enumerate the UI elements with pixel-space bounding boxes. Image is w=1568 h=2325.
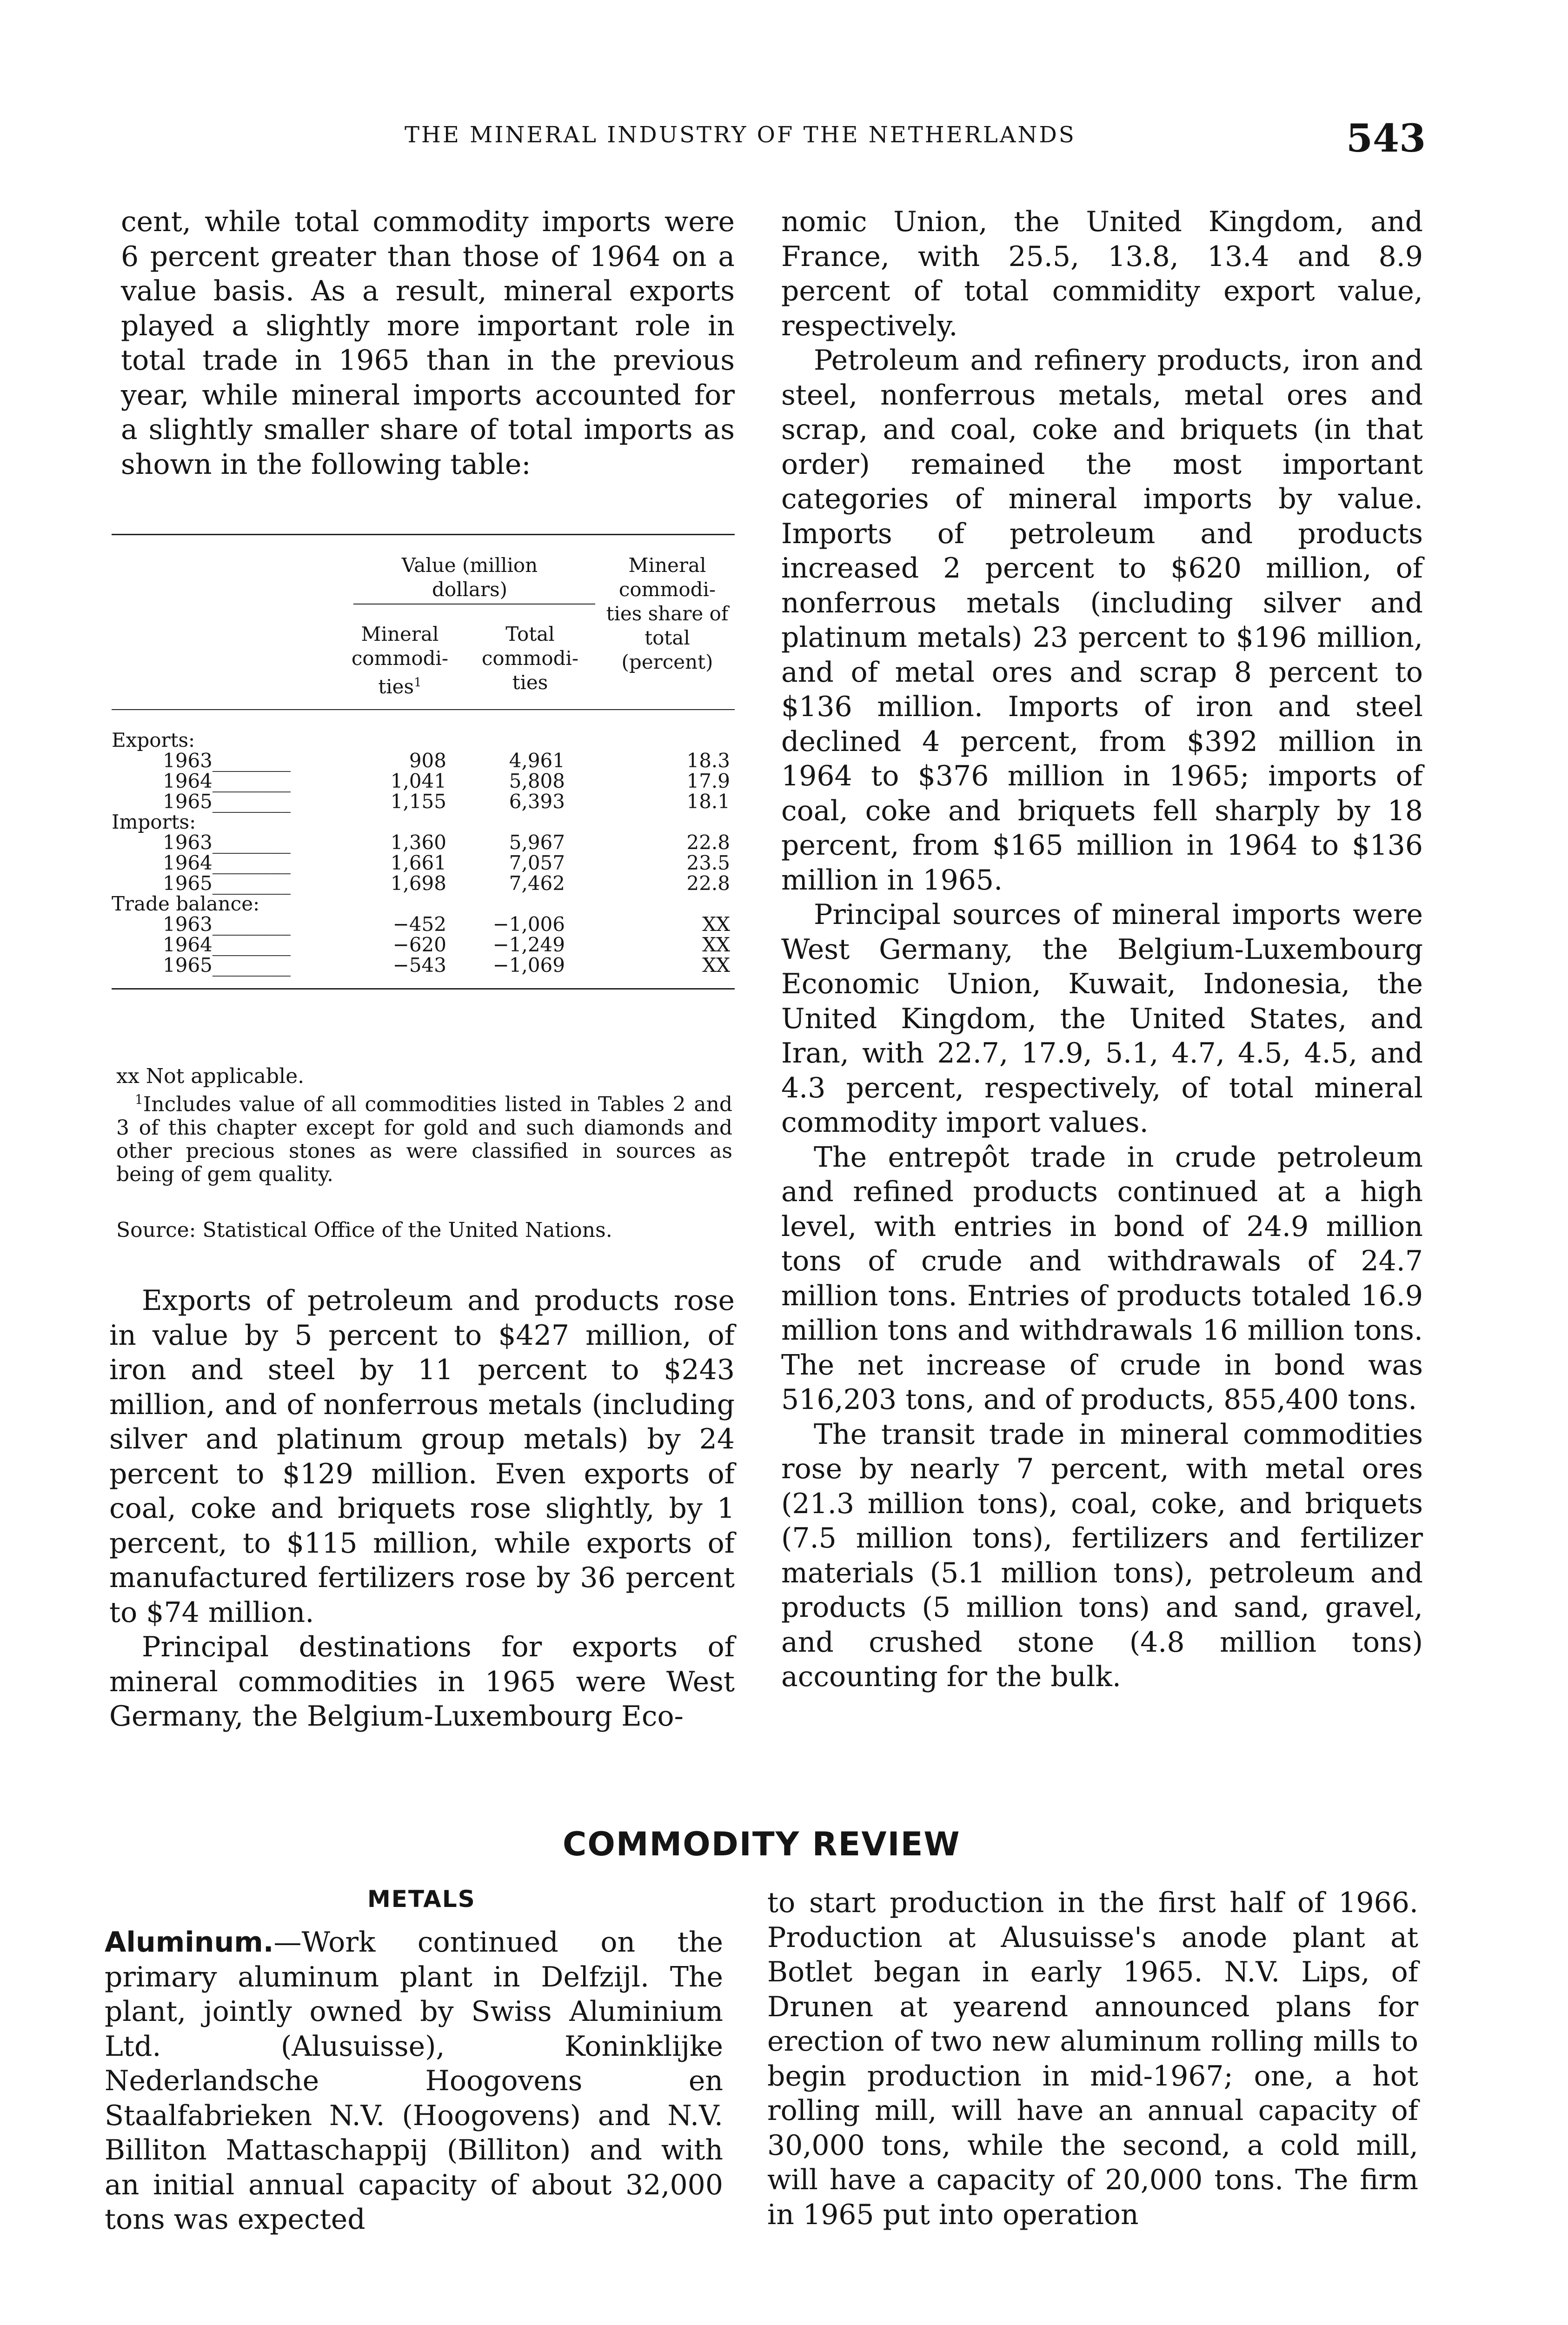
- table-note-not-applicable: xx Not applicable.: [116, 1064, 305, 1088]
- paragraph: Principal sources of mineral imports were West Germany, the Belgium-Luxembourg Economic Union, Kuwait, Indonesia, the United Kingdom, the United States, and Iran, with 22.7, 17.9, 5.1, 4.7, 4.5, 4.5, and 4.3 percent, respectively, of total mineral commodity import values.: [781, 898, 1423, 1139]
- header-bottom-rule: [112, 709, 735, 710]
- table-section-label: [112, 730, 735, 751]
- table-row: 1963________ 1,360 5,967 22.8: [163, 831, 730, 854]
- section-heading-commodity-review: COMMODITY REVIEW: [563, 1825, 961, 1863]
- table-row: 1965________ 1,698 7,462 22.8: [163, 872, 730, 895]
- col-header-mineral: Mineral commodi- ties$^1$: [351, 623, 449, 698]
- paragraph: The transit trade in mineral commodities rose by nearly 7 percent, with metal ores (21.3 million tons), coal, coke, and briquets (7.5 million tons), fertilizers and fertilizer materials (5.1 million tons), petroleum and products (5 million tons) and sand, gravel, and crushed stone (4.8 million tons) accounting for the bulk.: [781, 1418, 1423, 1693]
- table-row: 1965________ 1,155 6,393 18.1: [163, 790, 730, 813]
- running-header: THE MINERAL INDUSTRY OF THE NETHERLANDS: [405, 122, 1076, 148]
- paragraph: Exports of petroleum and products rose in value by 5 percent to $427 million, of iron and steel by 11 percent to $243 million, and of nonferrous metals (including silver and platinum group metals) by 24 percent to $129 million. Even exports of coal, coke and briquets rose slightly, by 1 percent, to $115 million, while exports of manufactured fertilizers rose by 36 percent to $74 million.: [109, 1284, 735, 1629]
- table-section-label: [112, 812, 735, 832]
- table-bottom-rule: [112, 988, 735, 990]
- page-number: 543: [1346, 116, 1426, 161]
- paragraph: nomic Union, the United Kingdom, and France, with 25.5, 13.8, 13.4 and 8.9 percent of total commidity export value, respectively.: [781, 206, 1423, 342]
- paragraph: cent, while total commodity imports were 6 percent greater than those of 1964 on a value basis. As a result, mineral exports played a slightly more important role in total trade in 1965 than in the previous year, while mineral imports accounted for a slightly smaller share of total imports as shown in the following table:: [121, 206, 735, 481]
- section-exports: Exports:: [112, 729, 195, 751]
- col-header-total: Total commodi- ties: [481, 623, 579, 694]
- subheading-metals: METALS: [367, 1886, 476, 1913]
- table-top-rule: [112, 534, 735, 535]
- table-row: 1964________ 1,661 7,057 23.5: [163, 851, 730, 874]
- paragraph: to start production in the first half of 1966. Production at Alusuisse's anode plant at Botlet began in early 1965. N.V. Lips, of Drunen at yearend announced plans for erection of two new aluminum rolling mills to begin production in mid-1967; one, a hot rolling mill, will have an annual capacity of 30,000 tons, while the second, a cold mill, will have a capacity of 20,000 tons. The firm in 1965 put into operation: [767, 1887, 1418, 2231]
- footnote-ref: 1: [414, 676, 422, 690]
- table-row: 1963________ −452 −1,006 XX: [163, 913, 730, 936]
- left-column-intro: [121, 205, 735, 482]
- paragraph: The entrepôt trade in crude petroleum and refined products continued at a high level, with entries in bond of 24.9 million tons of crude and withdrawals of 24.7 million tons. Entries of products totaled 16.9 million tons and withdrawals 16 million tons. The net increase of crude in bond was 516,203 tons, and of products, 855,400 tons.: [781, 1141, 1423, 1416]
- left-column-aluminum: [105, 1925, 723, 2237]
- paragraph: Aluminum.—Work continued on the primary aluminum plant in Delfzijl. The plant, jointly owned by Swiss Aluminium Ltd. (Alusuisse), Koninklijke Nederlandsche Hoogovens en Staalfabrieken N.V. (Hoogovens) and N.V. Billiton Mattaschappij (Billiton) and with an initial annual capacity of about 32,000 tons was expected: [105, 1926, 723, 2236]
- aluminum-runin: Aluminum.: [105, 1926, 274, 1959]
- table-footnote: $^1$Includes value of all commodities listed in Tables 2 and 3 of this chapter except for gold and such diamonds and other precious stones as were classified in sources as being of gem quality.: [116, 1092, 732, 1186]
- value-group-header: Value (million dollars): [401, 554, 538, 601]
- col-header-share: Mineral commodi- ties share of total (percent): [606, 554, 729, 673]
- right-column-imports: [781, 205, 1423, 1694]
- paragraph: Petroleum and refinery products, iron and steel, nonferrous metals, metal ores and scrap, and coal, coke and briquets (in that order) remained the most important categories of mineral imports by value. Imports of petroleum and products increased 2 percent to $620 million, of nonferrous metals (including silver and platinum metals) 23 percent to $196 million, and of metal ores and scrap 8 percent to $136 million. Imports of iron and steel declined 4 percent, from $392 million in 1964 to $376 million in 1965; imports of coal, coke and briquets fell sharply by 18 percent, from $165 million in 1964 to $136 million in 1965.: [781, 344, 1423, 897]
- table-row: 1963________ 908 4,961 18.3: [163, 749, 730, 772]
- table-source: Source: Statistical Office of the United Nations.: [116, 1218, 612, 1242]
- paragraph: Principal destinations for exports of mineral commodities in 1965 were West Germany, the Belgium-Luxembourg Eco-: [109, 1631, 735, 1733]
- table-row: 1965________ −543 −1,069 XX: [163, 954, 730, 976]
- table-row: 1964________ 1,041 5,808 17.9: [163, 770, 730, 792]
- section-trade-balance: Trade balance:: [112, 892, 260, 915]
- left-column-exports: [109, 1283, 735, 1734]
- table-row: 1964________ −620 −1,249 XX: [163, 933, 730, 956]
- section-imports: Imports:: [112, 810, 196, 833]
- right-column-aluminum-cont: [767, 1886, 1418, 2232]
- table-section-label: [112, 894, 735, 914]
